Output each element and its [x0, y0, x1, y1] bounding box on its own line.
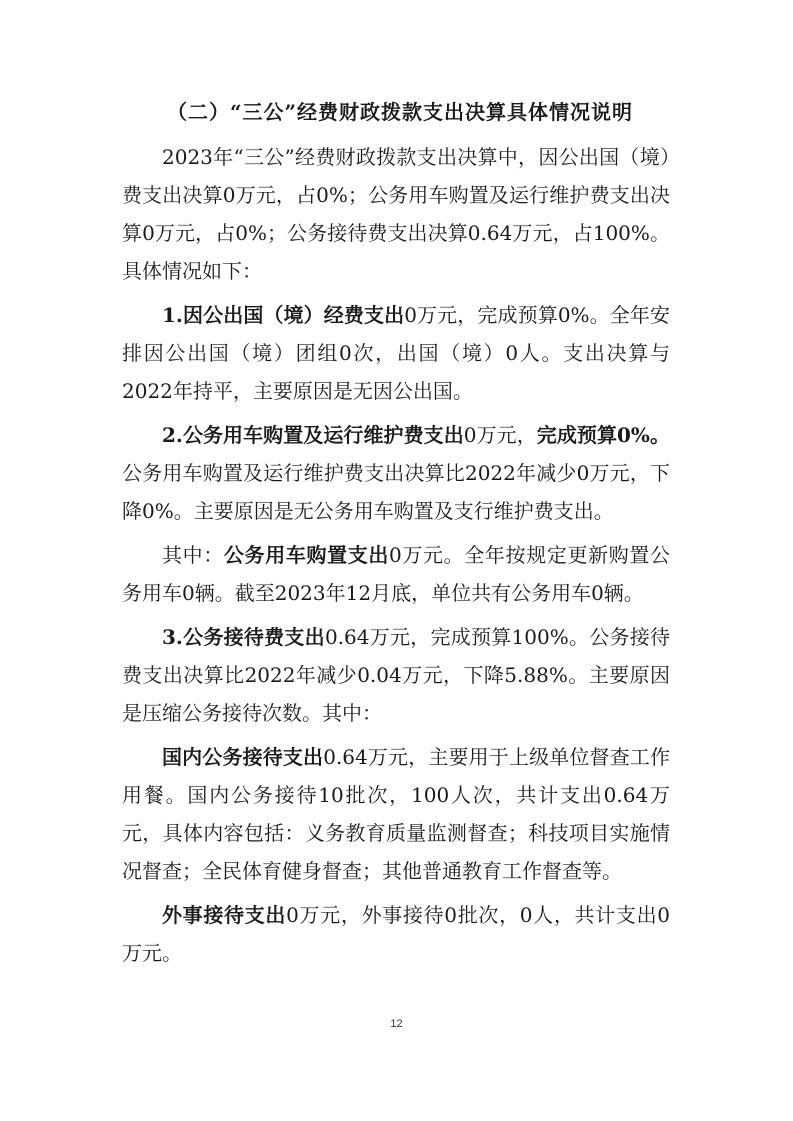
domestic-paragraph	[122, 738, 670, 890]
section-title: （二）“三公”经费财政拨款支出决算具体情况说明	[166, 100, 633, 124]
item2-sub-heading: 公务用车购置支出	[223, 543, 390, 567]
item3-text: 0.64万元，完成预算100%。公务接待费支出决算比2022年减少0.04万元，下降5.88%。主要原因是压缩公务接待次数。其中：	[122, 625, 670, 725]
item2-amount: 0万元，	[463, 423, 537, 447]
item2-text: 公务用车购置及运行维护费支出决算比2022年减少0万元，下降0%。主要原因是无公务用车购置及支行维护费支出。	[122, 461, 670, 523]
item1-heading: 1.因公出国（境）经费支出	[162, 303, 405, 327]
item2-sub-text: 0万元。全年按规定更新购置公务用车0辆。截至2023年12月底，单位共有公务用车0辆。	[122, 543, 671, 605]
item2-heading: 2.公务用车购置及运行维护费支出	[162, 423, 464, 447]
item3-paragraph	[122, 618, 670, 732]
foreign-paragraph	[122, 896, 670, 972]
item3-heading: 3.公务接待费支出	[162, 625, 325, 649]
item2-paragraph	[122, 416, 670, 530]
domestic-text: 0.64万元，主要用于上级单位督查工作用餐。国内公务接待10批次，100人次，共计支出0.64万元，具体内容包括：义务教育质量监测督查；科技项目实施情况督查；全民体育健身督查；其他普通教育工作督查等。	[122, 745, 671, 883]
body-text	[122, 138, 670, 972]
domestic-heading: 国内公务接待支出	[162, 745, 324, 769]
page-number: 12	[390, 1018, 403, 1030]
item2-sub-paragraph	[122, 536, 670, 612]
foreign-text: 0万元，外事接待0批次，0人，共计支出0万元。	[122, 903, 670, 965]
foreign-heading: 外事接待支出	[162, 903, 287, 927]
intro-paragraph: 2023年“三公”经费财政拨款支出决算中，因公出国（境）费支出决算0万元，占0%；公务用车购置及运行维护费支出决算0万元，占0%；公务接待费支出决算0.64万元，占100%。具体情况如下：	[122, 145, 670, 283]
item1-paragraph	[122, 296, 670, 410]
item2-budget: 完成预算0%。	[536, 423, 670, 447]
item2-sub-prefix: 其中：	[162, 543, 224, 567]
item1-text: 0万元，完成预算0%。全年安排因公出国（境）团组0次，出国（境）0人。支出决算与2022年持平，主要原因是无因公出国。	[122, 303, 670, 403]
